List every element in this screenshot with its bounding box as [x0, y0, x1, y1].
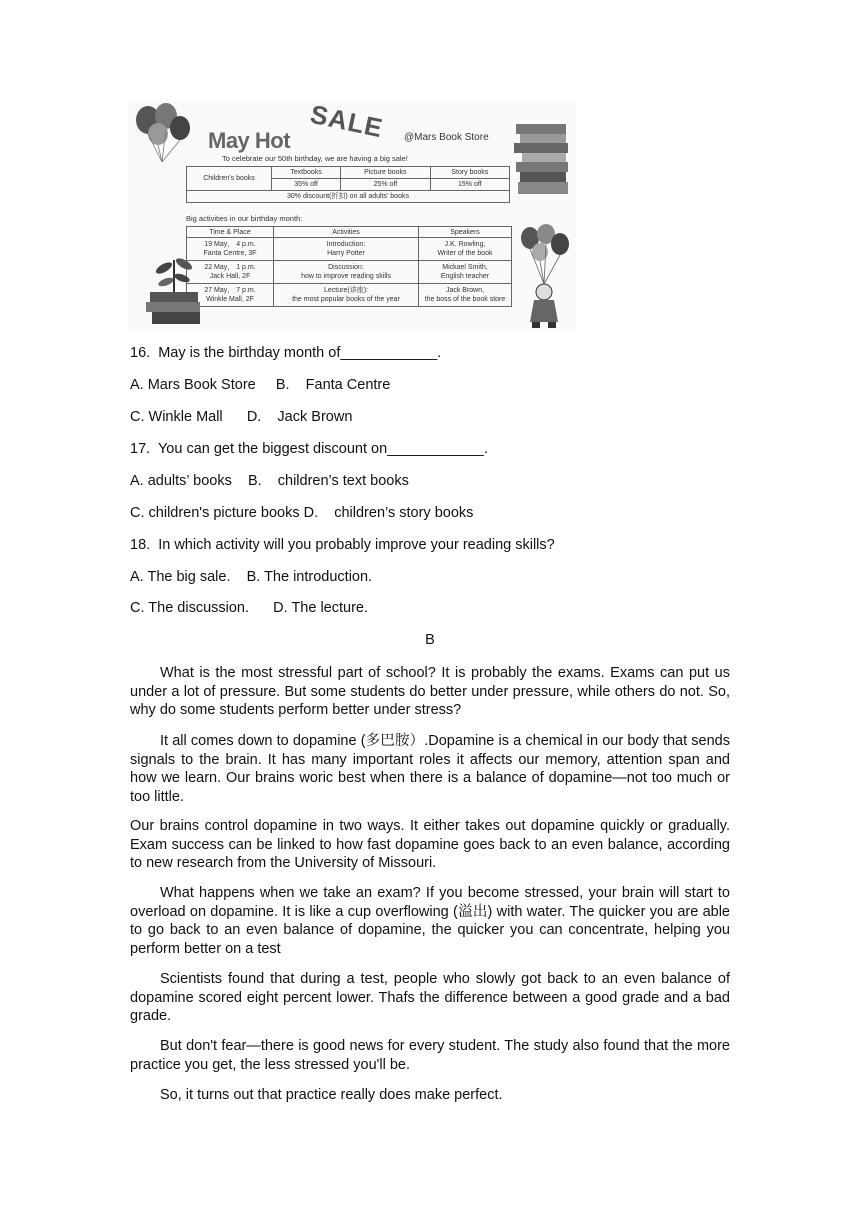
passage-paragraph-1: What is the most stressful part of school? It is probably the exams. Exams can put us under a lot of pressure. But some students do better under pressure, while others do not. So, why do some students perform better under stress?: [130, 665, 730, 718]
header-picture-books: Picture books: [341, 167, 431, 179]
row-place: Fanta Centre, 3F: [203, 250, 257, 257]
section-label: B: [425, 632, 435, 648]
question-18-options-ab: A. The big sale. B. The introduction.: [130, 569, 373, 585]
passage-paragraph-6: But don't fear—there is good news for every student. The study also found that the more practice you get, the less stressed you'll be.: [130, 1038, 730, 1073]
passage-paragraph-7: So, it turns out that practice really does make perfect.: [160, 1087, 503, 1103]
passage-paragraph-2: It all comes down to dopamine (多巴胺）.Dopamine is a chemical in our body that sends signals to the brain. It has many important roles it affects our memory, attention span and how we learn. Our brains woric best when there is a balance of dopamine—not too much or too little.: [130, 733, 730, 805]
value-textbooks: 35% off: [272, 179, 341, 191]
row-speaker: Jack Brown,: [445, 287, 485, 294]
row-place: Winkle Mall, 2F: [206, 296, 254, 303]
book-stack-icon: [510, 120, 576, 200]
poster-sale-word: SALE: [307, 98, 386, 144]
question-16-options-ab: A. Mars Book Store B. Fanta Centre: [130, 377, 391, 393]
row-label: Children's books: [187, 167, 272, 191]
table-row: [187, 238, 512, 261]
adults-discount: 30% discount(折扣) on all adults' books: [187, 191, 510, 203]
header-textbooks: Textbooks: [272, 167, 341, 179]
header-activities: Activities: [274, 227, 419, 238]
row-time: 22 May， 1 p.m.: [204, 264, 256, 271]
question-17-options-ab: A. adults’ books B. children’s text books: [130, 473, 409, 489]
balloons-icon: [132, 102, 192, 164]
row-speaker: J.K. Rowling,: [444, 241, 486, 248]
row-activity-detail: the most popular books of the year: [292, 296, 400, 303]
question-17-stem: 17. You can get the biggest discount on____________.: [130, 441, 488, 457]
row-speaker-detail: Writer of the book: [437, 250, 493, 257]
row-activity-detail: how to improve reading skills: [301, 273, 391, 280]
activities-table: [186, 226, 512, 307]
row-activity: Lecture(讲座):: [324, 287, 368, 294]
row-activity-detail: Harry Potter: [327, 250, 365, 257]
poster-intro: To celebrate our 50th birthday, we are having a big sale!: [222, 154, 408, 163]
poster-title: May Hot: [208, 128, 291, 153]
row-speaker: Mickael Smith,: [442, 264, 488, 271]
row-activity: Discussion:: [328, 264, 364, 271]
header-speakers: Speakers: [419, 227, 512, 238]
header-story-books: Story books: [430, 167, 509, 179]
question-18-stem: 18. In which activity will you probably improve your reading skills?: [130, 537, 555, 553]
row-speaker-detail: English teacher: [440, 273, 490, 280]
row-speaker-detail: the boss of the book store: [424, 296, 506, 303]
question-16-options-cd: C. Winkle Mall D. Jack Brown: [130, 409, 353, 425]
passage-paragraph-5: Scientists found that during a test, people who slowly got back to an even balance of dopamine scored eight percent lower. Thafs the difference between a good grade and a bad grade.: [130, 971, 730, 1024]
question-16-stem: 16. May is the birthday month of____________.: [130, 345, 442, 361]
passage-paragraph-3: Our brains control dopamine in two ways. It either takes out dopamine quickly or gradually. Exam success can be linked to how fast dopamine goes back to an even balance, according to new research from the University of Missouri.: [130, 818, 730, 871]
question-17-options-cd: C. children's picture books D. children’s story books: [130, 505, 474, 521]
clown-balloons-icon: [516, 224, 572, 330]
row-place: Jack Hall, 2F: [209, 273, 251, 280]
value-picture-books: 25% off: [341, 179, 431, 191]
value-story-books: 15% off: [430, 179, 509, 191]
poster-store-name: @Mars Book Store: [404, 132, 489, 143]
table-row: [187, 284, 512, 307]
table-row: [187, 261, 512, 284]
row-activity: Introduction:: [326, 241, 366, 248]
sale-poster: [128, 100, 576, 332]
question-18-options-cd: C. The discussion. D. The lecture.: [130, 600, 369, 616]
header-time-place: Time & Place: [187, 227, 274, 238]
row-time: 27 May， 7 p.m.: [204, 287, 256, 294]
passage-paragraph-4: What happens when we take an exam? If you become stressed, your brain will start to overload on dopamine. It is like a cup overflowing (溢出) with water. The quicker you are able to go back to an even balance of dopamine, the quicker you can concentrate, helping you perform better on a test: [130, 885, 730, 957]
discount-table: [186, 166, 510, 203]
row-time: 19 May， 4 p.m.: [204, 241, 256, 248]
activities-label: Big activities in our birthday month:: [186, 214, 303, 223]
plant-books-icon: [142, 250, 204, 330]
